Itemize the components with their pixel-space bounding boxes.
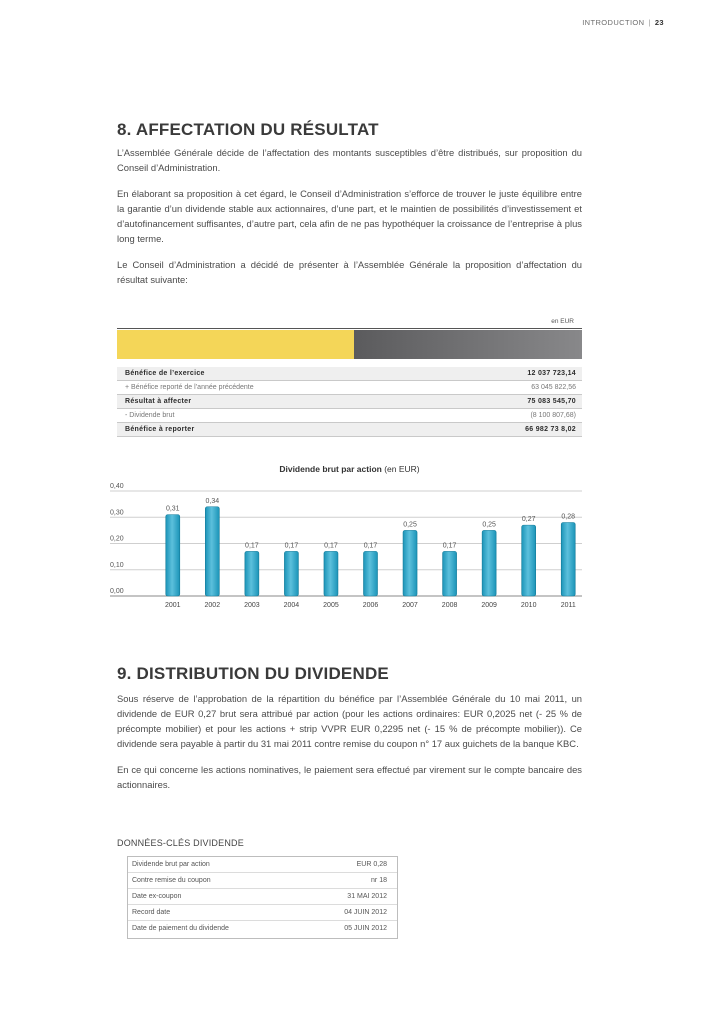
- bar-2010: [522, 525, 536, 596]
- row-value: 66 982 73 8,02: [525, 426, 576, 433]
- y-tick-label: 0,00: [110, 588, 124, 595]
- chart-title-bold: Dividende brut par action: [279, 464, 382, 474]
- section-9: [117, 664, 582, 792]
- bar-2003: [245, 551, 259, 596]
- unit-label: en EUR: [551, 318, 574, 325]
- bar-2001: [166, 515, 180, 596]
- row-label: Dividende brut par action: [132, 861, 210, 868]
- x-tick-label-2005: 2005: [323, 602, 339, 609]
- header-separator: |: [648, 18, 651, 27]
- section-9-paragraph-1: Sous réserve de l’approbation de la répartition du bénéfice par l’Assemblée Générale du 10 mai 2011, un dividende de EUR 0,27 brut sera attribué par action (pour les actions ordinaires: EUR 0,2025 net (- 25 % de précompte mobilier) et pour les actions + strip VVPR EUR 0,2295 net (- 15 % de précompte mobilier)). Ce dividende sera payable à partir du 31 mai 2011 contre remise du coupon n° 17 aux guichets de la banque KBC.: [117, 693, 582, 749]
- table-row: [117, 423, 582, 437]
- row-label: Contre remise du coupon: [132, 877, 211, 884]
- row-label: Date ex-coupon: [132, 893, 182, 900]
- table-row: [117, 367, 582, 381]
- section-9-title: 9. DISTRIBUTION DU DIVIDENDE: [117, 664, 389, 683]
- header-bar-yellow: [117, 330, 354, 359]
- y-tick-label: 0,40: [110, 483, 124, 490]
- row-value: 63 045 822,56: [531, 384, 576, 391]
- header-bar-grey: [354, 330, 582, 359]
- page-number: 23: [654, 18, 664, 27]
- key-data-table: [127, 856, 398, 939]
- row-value: 75 083 545,70: [527, 398, 576, 405]
- row-value: nr 18: [371, 877, 387, 884]
- unit-rule: [117, 328, 582, 329]
- x-tick-label-2009: 2009: [481, 602, 497, 609]
- data-label-2003: 0,17: [245, 542, 259, 550]
- chart-bars: [166, 507, 575, 596]
- chart-title: [117, 464, 582, 474]
- data-label-2008: 0,17: [442, 542, 457, 550]
- bar-2002: [205, 507, 219, 596]
- row-label: Bénéfice à reporter: [125, 426, 195, 433]
- x-tick-label-2001: 2001: [164, 602, 181, 609]
- row-label: Résultat à affecter: [125, 398, 192, 405]
- data-label-2004: 0,17: [284, 542, 299, 550]
- section-8-paragraph-1: L’Assemblée Générale décide de l’affectation des montants susceptibles d’être distribués, sur proposition du Conseil d’Administration.: [117, 147, 582, 173]
- data-label-2001: 0,31: [165, 505, 180, 513]
- header-color-bar: [117, 330, 582, 359]
- result-rows: [117, 367, 582, 437]
- x-tick-label-2010: 2010: [520, 602, 537, 609]
- x-tick-label-2011: 2011: [560, 602, 576, 609]
- x-tick-label-2003: 2003: [244, 602, 260, 609]
- chart-title-unit: (en EUR): [384, 464, 420, 474]
- page-header: [582, 18, 664, 27]
- bar-2008: [443, 551, 457, 596]
- section-8: [117, 120, 582, 287]
- row-value: 05 JUIN 2012: [344, 925, 387, 932]
- table-row: [128, 889, 397, 905]
- section-8-title: 8. AFFECTATION DU RÉSULTAT: [117, 120, 379, 139]
- bar-2009: [482, 530, 496, 596]
- x-tick-label-2002: 2002: [204, 602, 221, 609]
- chart-grid: [110, 483, 582, 596]
- data-label-2009: 0,25: [482, 521, 496, 529]
- row-label: - Dividende brut: [125, 412, 175, 419]
- row-value: EUR 0,28: [356, 861, 387, 868]
- bar-2006: [364, 551, 378, 596]
- bar-2011: [561, 523, 575, 597]
- data-label-2010: 0,27: [521, 516, 536, 524]
- section-9-paragraph-2: En ce qui concerne les actions nominatives, le paiement sera effectué par virement sur le compte bancaire des actionnaires.: [117, 764, 582, 790]
- result-allocation-table: [117, 316, 582, 437]
- table-row: [128, 905, 397, 921]
- section-8-paragraph-3: Le Conseil d’Administration a décidé de présenter à l’Assemblée Générale la proposition d’affectation du résultat suivante:: [117, 259, 582, 285]
- data-label-2007: 0,25: [403, 521, 417, 529]
- section-8-paragraph-2: En élaborant sa proposition à cet égard, le Conseil d’Administration s’efforce de trouver le juste équilibre entre la garantie d’un dividende stable aux actionnaires, d’une part, et le maintien de possibilités d’investissement et d’autofinancement suffisantes, d’autre part, cela afin de ne pas hypothéquer la croissance de l’entreprise à plus long terme.: [117, 188, 582, 244]
- row-value: 31 MAI 2012: [347, 893, 387, 900]
- row-label: + Bénéfice reporté de l’année précédente: [125, 384, 254, 391]
- x-tick-label-2007: 2007: [402, 602, 418, 609]
- table-row: [117, 395, 582, 409]
- x-tick-label-2004: 2004: [283, 602, 300, 609]
- header-section: INTRODUCTION: [582, 18, 645, 27]
- row-value: (8 100 807,68): [530, 412, 576, 419]
- row-label: Bénéfice de l’exercice: [125, 370, 205, 377]
- table-row: [117, 409, 582, 423]
- y-tick-label: 0,30: [110, 509, 124, 517]
- bar-2007: [403, 530, 417, 596]
- table-row: [128, 873, 397, 889]
- row-value: 12 037 723,14: [527, 370, 576, 377]
- row-label: Record date: [132, 909, 171, 916]
- bar-2005: [324, 551, 338, 596]
- data-label-2005: 0,17: [324, 542, 338, 550]
- bar-2004: [284, 551, 298, 596]
- row-label: Date de paiement du dividende: [132, 925, 229, 932]
- table-row: [128, 921, 397, 936]
- y-tick-label: 0,10: [110, 561, 124, 569]
- data-label-2006: 0,17: [363, 542, 378, 550]
- table-row: [128, 857, 397, 873]
- data-label-2011: 0,28: [561, 513, 576, 521]
- dividend-bar-chart: [110, 480, 590, 620]
- data-label-2002: 0,34: [205, 497, 220, 505]
- table-row: [117, 381, 582, 395]
- key-data-title: DONNÉES-CLÉS DIVIDENDE: [117, 838, 244, 848]
- x-tick-label-2006: 2006: [362, 602, 379, 609]
- x-tick-label-2008: 2008: [441, 602, 458, 609]
- y-tick-label: 0,20: [110, 535, 124, 543]
- row-value: 04 JUIN 2012: [344, 909, 387, 916]
